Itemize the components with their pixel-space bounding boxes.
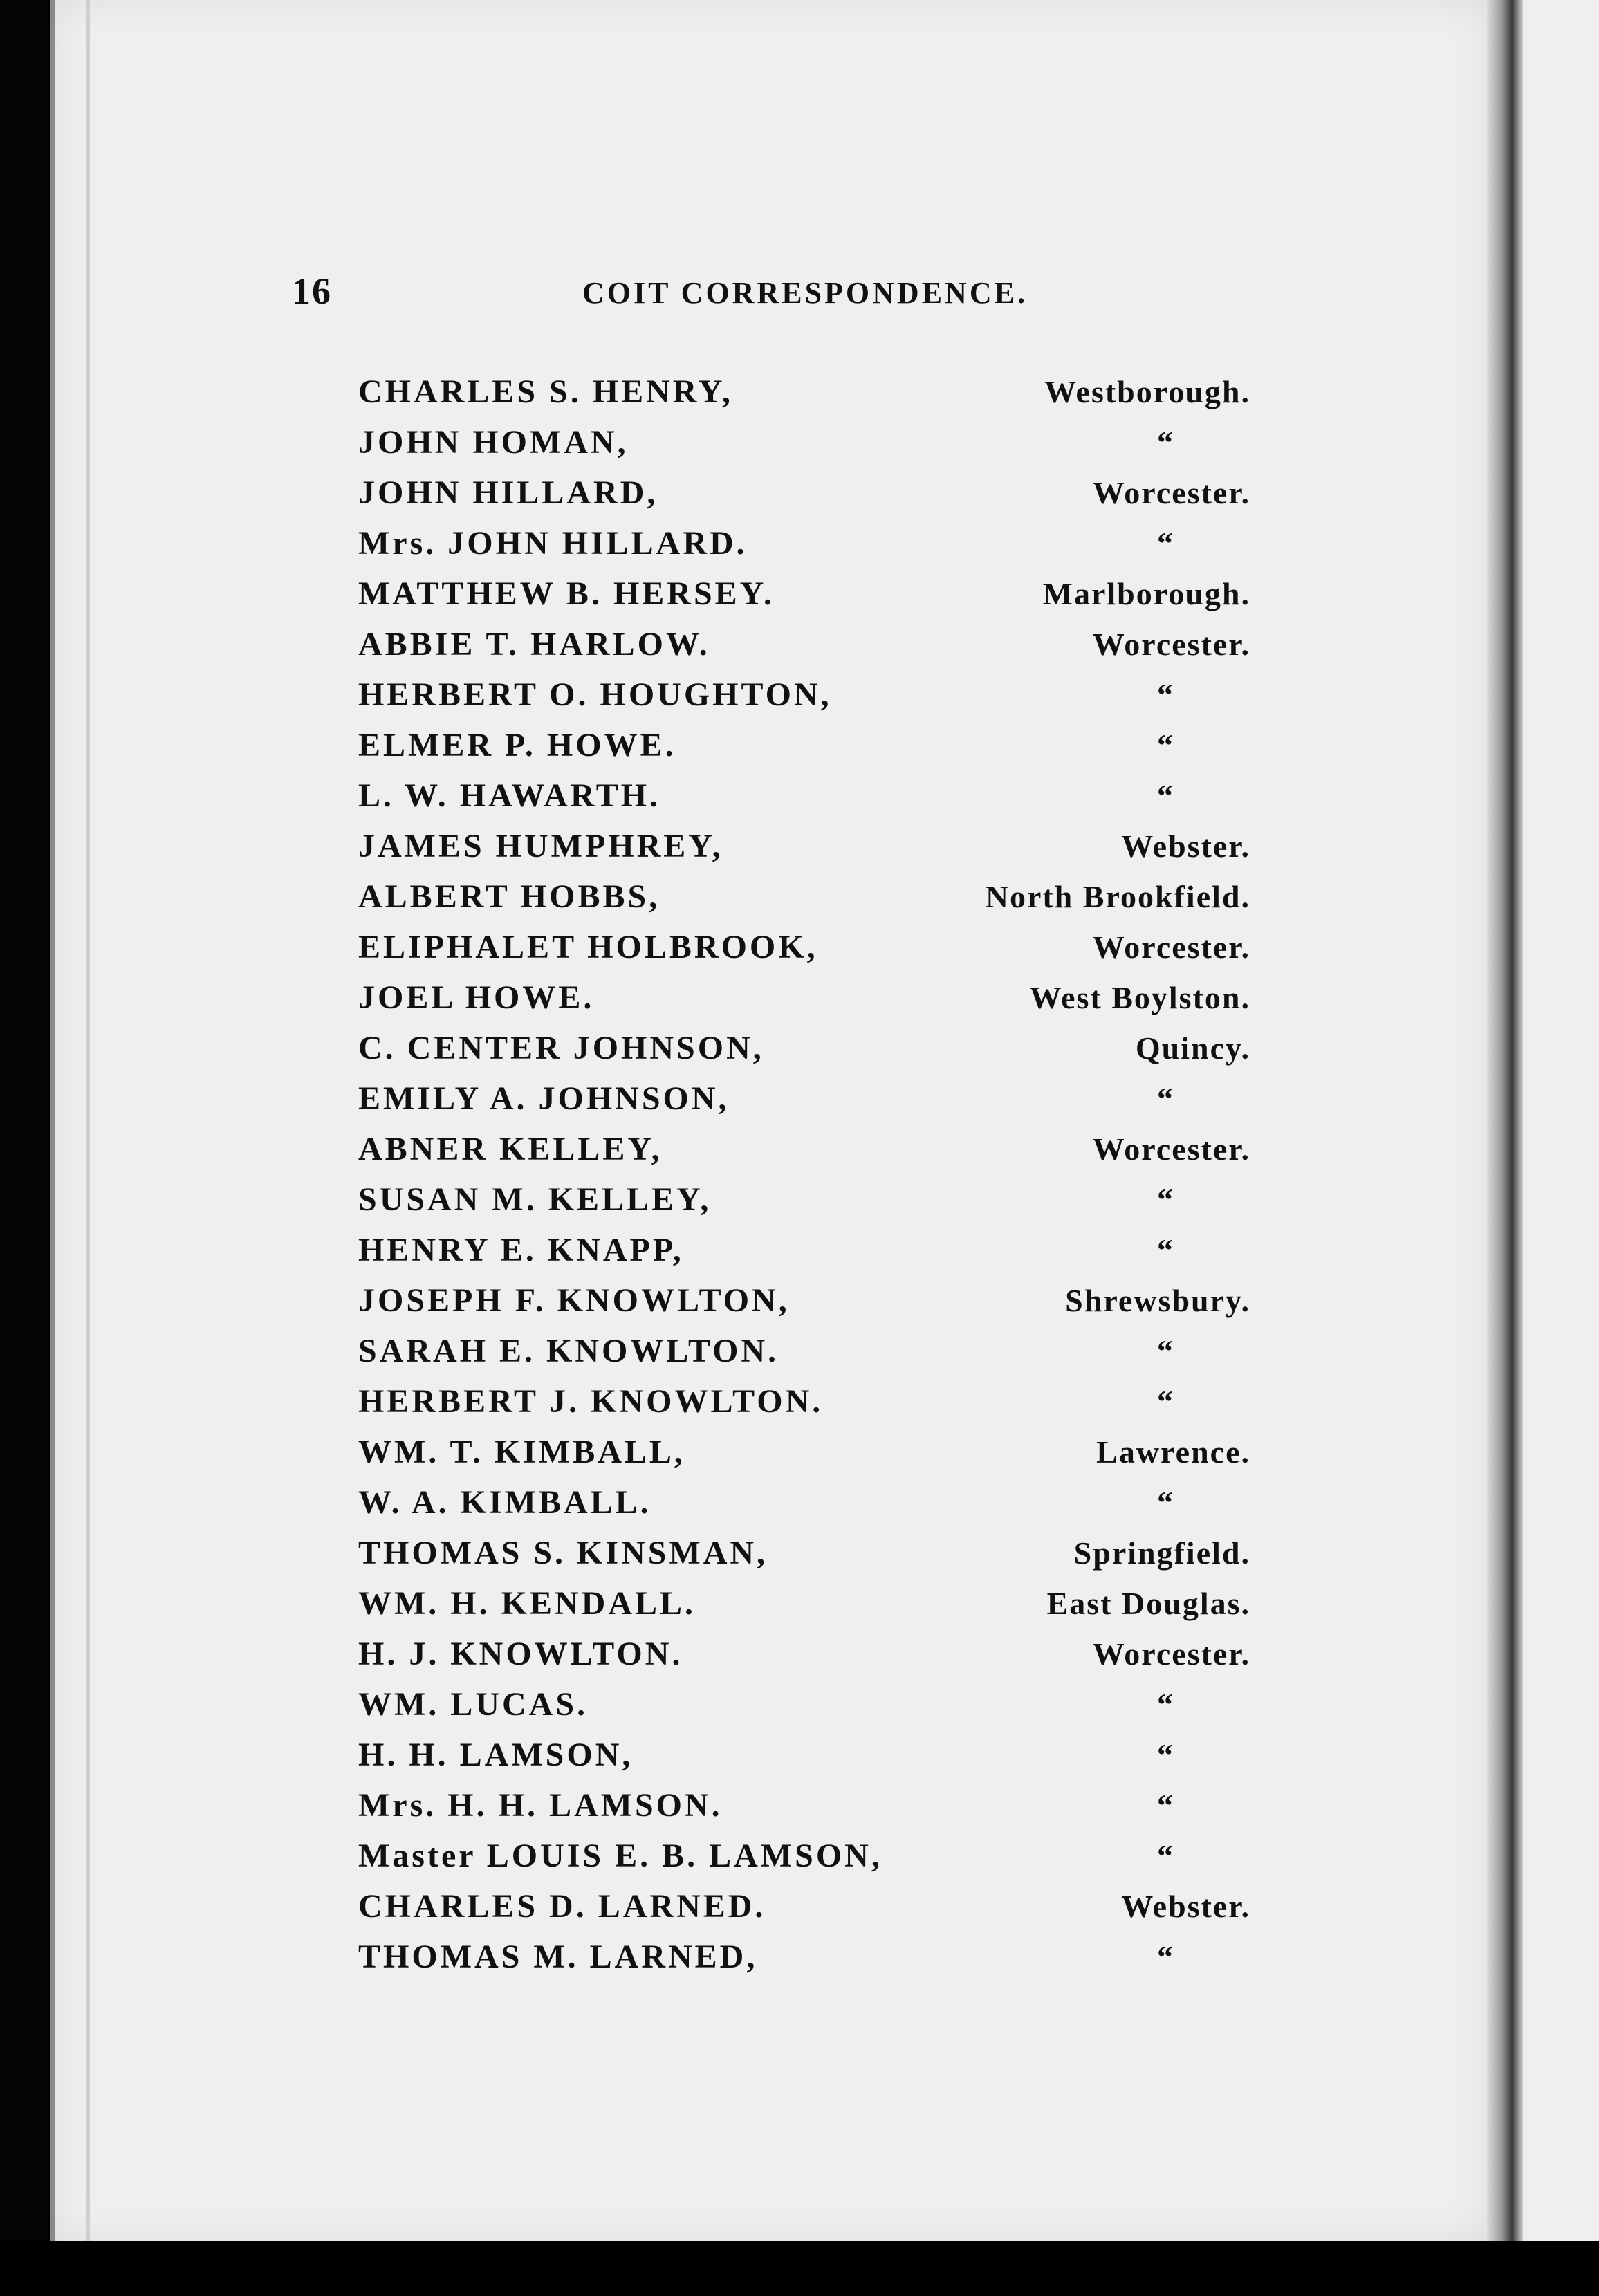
ditto-mark: “: [1157, 677, 1174, 712]
entry-place: Quincy.: [1135, 1030, 1250, 1066]
list-item: [358, 1881, 1250, 1932]
entry-name: Master LOUIS E. B. LAMSON,: [358, 1837, 882, 1874]
list-item: [358, 1376, 1250, 1427]
entry-name: JOSEPH F. KNOWLTON,: [358, 1282, 790, 1319]
list-item: [358, 871, 1250, 922]
list-item: [358, 1275, 1250, 1326]
page-number: 16: [292, 270, 332, 312]
ditto-mark: “: [1157, 1687, 1174, 1722]
ditto-mark: “: [1157, 1384, 1174, 1419]
entry-place: North Brookfield.: [985, 879, 1250, 914]
ditto-mark: “: [1157, 526, 1174, 561]
entry-name: JOEL HOWE.: [358, 979, 595, 1016]
list-item: [358, 1932, 1250, 1982]
list-item: [358, 619, 1250, 669]
list-item: [358, 720, 1250, 770]
entry-name: WM. H. KENDALL.: [358, 1585, 696, 1622]
page-edge: [50, 0, 55, 2241]
page-gutter: [1487, 0, 1523, 2241]
ditto-mark: “: [1157, 1081, 1174, 1116]
entry-place: Webster.: [1121, 828, 1250, 864]
ditto-mark: “: [1157, 1333, 1174, 1369]
entry-place: Lawrence.: [1096, 1434, 1250, 1470]
next-page-edge: [1523, 0, 1599, 2241]
list-item: [358, 1629, 1250, 1679]
list-item: [358, 770, 1250, 821]
entry-name: HERBERT O. HOUGHTON,: [358, 676, 832, 713]
entry-name: EMILY A. JOHNSON,: [358, 1080, 730, 1117]
ditto-mark: “: [1157, 1485, 1174, 1520]
entry-name: C. CENTER JOHNSON,: [358, 1030, 764, 1066]
ditto-mark: “: [1157, 728, 1174, 763]
entry-place: East Douglas.: [1046, 1586, 1250, 1621]
ditto-mark: “: [1157, 1939, 1174, 1974]
entry-name: Mrs. H. H. LAMSON.: [358, 1787, 723, 1824]
list-item: [358, 1831, 1250, 1881]
entry-name: CHARLES D. LARNED.: [358, 1888, 766, 1925]
entry-name: CHARLES S. HENRY,: [358, 373, 733, 410]
entry-name: W. A. KIMBALL.: [358, 1484, 651, 1521]
entry-name: SUSAN M. KELLEY,: [358, 1181, 712, 1218]
list-item: [358, 1730, 1250, 1780]
entry-name: WM. T. KIMBALL,: [358, 1434, 685, 1470]
entry-place: Worcester.: [1092, 627, 1250, 662]
entry-name: JOHN HILLARD,: [358, 474, 658, 511]
list-item: [358, 417, 1250, 467]
list-item: [358, 467, 1250, 518]
list-item: [358, 1174, 1250, 1225]
entry-name: WM. LUCAS.: [358, 1686, 589, 1723]
entry-name: L. W. HAWARTH.: [358, 777, 661, 814]
entry-name: JAMES HUMPHREY,: [358, 828, 723, 864]
list-item: [358, 1528, 1250, 1578]
entry-place: Shrewsbury.: [1065, 1283, 1250, 1318]
list-item: [358, 669, 1250, 720]
list-item: [358, 1427, 1250, 1477]
entry-name: ELMER P. HOWE.: [358, 727, 676, 763]
entry-name: ABNER KELLEY,: [358, 1131, 663, 1167]
ditto-mark: “: [1157, 1788, 1174, 1823]
entry-name: THOMAS M. LARNED,: [358, 1938, 758, 1975]
entry-name: HENRY E. KNAPP,: [358, 1232, 684, 1268]
list-item: [358, 568, 1250, 619]
subscriber-list: [358, 367, 1250, 1982]
ditto-mark: “: [1157, 1737, 1174, 1772]
ditto-mark: “: [1157, 1232, 1174, 1268]
entry-place: West Boylston.: [1029, 980, 1250, 1015]
entry-place: Worcester.: [1092, 929, 1250, 965]
ditto-mark: “: [1157, 1182, 1174, 1217]
ditto-mark: “: [1157, 425, 1174, 460]
entry-name: ELIPHALET HOLBROOK,: [358, 929, 818, 965]
entry-name: HERBERT J. KNOWLTON.: [358, 1383, 824, 1420]
book-binding-left: [0, 0, 48, 2296]
list-item: [358, 1477, 1250, 1528]
list-item: [358, 1225, 1250, 1275]
ditto-mark: “: [1157, 1838, 1174, 1873]
scan-border: [0, 2241, 1599, 2296]
entry-place: Webster.: [1121, 1889, 1250, 1924]
entry-place: Worcester.: [1092, 1131, 1250, 1167]
entry-name: H. J. KNOWLTON.: [358, 1636, 683, 1672]
list-item: [358, 367, 1250, 417]
list-item: [358, 922, 1250, 972]
entry-name: MATTHEW B. HERSEY.: [358, 575, 775, 612]
list-item: [358, 1023, 1250, 1073]
list-item: [358, 972, 1250, 1023]
entry-place: Westborough.: [1044, 374, 1250, 409]
entry-name: SARAH E. KNOWLTON.: [358, 1333, 779, 1369]
list-item: [358, 1326, 1250, 1376]
entry-name: Mrs. JOHN HILLARD.: [358, 525, 748, 562]
entry-place: Worcester.: [1092, 1636, 1250, 1672]
entry-name: THOMAS S. KINSMAN,: [358, 1535, 768, 1571]
entry-name: ALBERT HOBBS,: [358, 878, 660, 915]
list-item: [358, 1073, 1250, 1124]
list-item: [358, 1578, 1250, 1629]
entry-place: Worcester.: [1092, 475, 1250, 510]
entry-place: Marlborough.: [1042, 576, 1250, 611]
ditto-mark: “: [1157, 778, 1174, 813]
running-title: COIT CORRESPONDENCE.: [582, 276, 1028, 310]
entry-name: H. H. LAMSON,: [358, 1737, 634, 1773]
entry-name: JOHN HOMAN,: [358, 424, 629, 461]
list-item: [358, 821, 1250, 871]
page-edge-inner: [86, 0, 90, 2241]
list-item: [358, 1124, 1250, 1174]
entry-name: ABBIE T. HARLOW.: [358, 626, 710, 663]
list-item: [358, 518, 1250, 568]
list-item: [358, 1679, 1250, 1730]
list-item: [358, 1780, 1250, 1831]
entry-place: Springfield.: [1073, 1535, 1250, 1571]
